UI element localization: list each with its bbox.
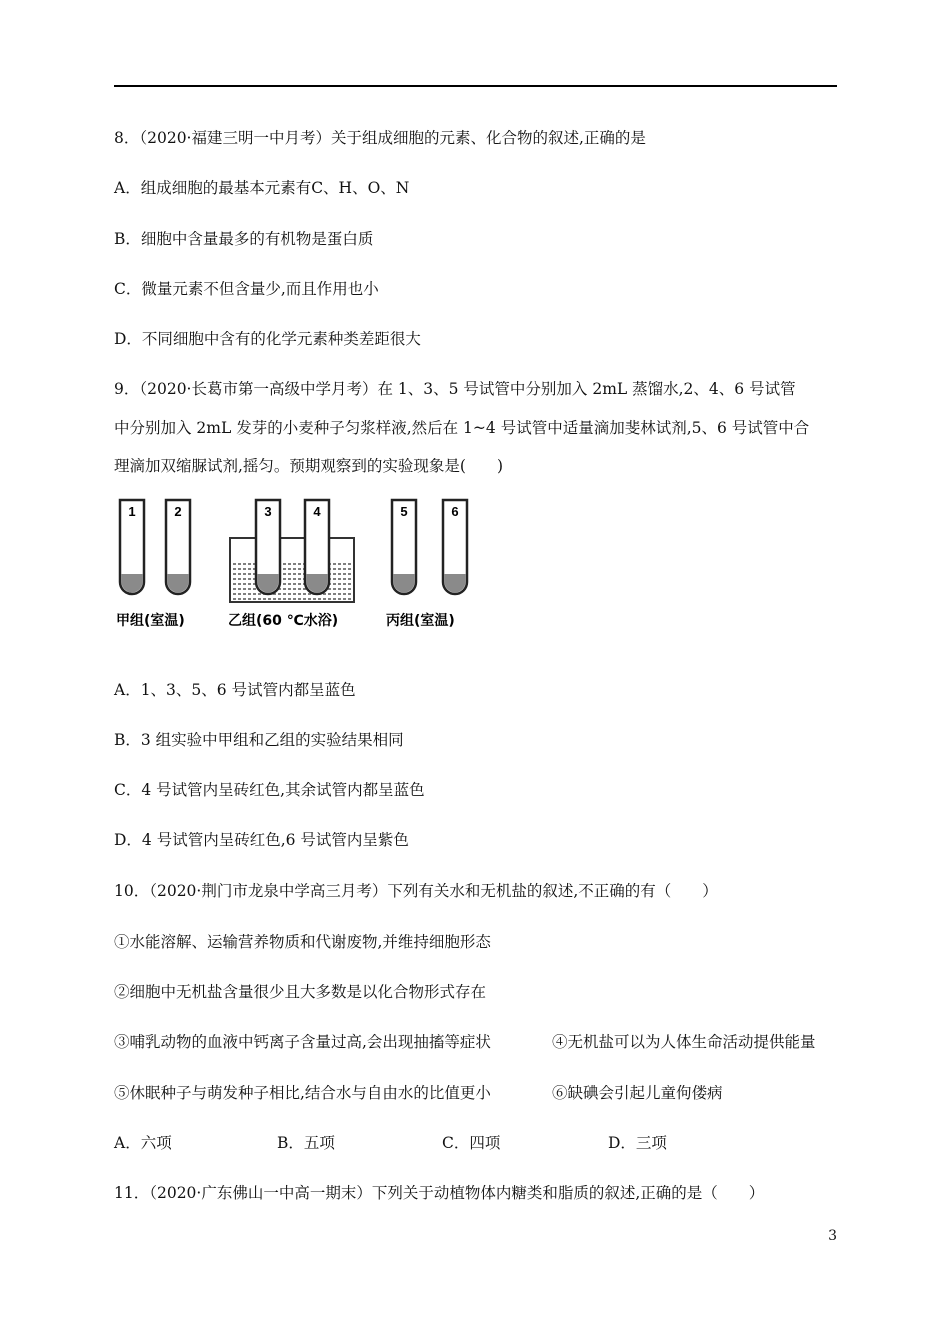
q9-option-b: B．3 组实验中甲组和乙组的实验结果相同 (114, 731, 404, 749)
q8-option-c: C．微量元素不但含量少,而且作用也小 (114, 280, 379, 298)
test-tube-figure (114, 498, 484, 634)
q8-option-b: B．细胞中含量最多的有机物是蛋白质 (114, 230, 374, 248)
test-tube-6 (443, 500, 467, 594)
q10-item-1: ①水能溶解、运输营养物质和代谢废物,并维持细胞形态 (114, 933, 491, 951)
q9-stem-line-1: 9．（2020·长葛市第一高级中学月考）在 1、3、5 号试管中分别加入 2mL 蒸馏水,2、4、6 号试管 (114, 380, 796, 398)
tube-label-4: 4 (313, 504, 321, 519)
group-label-jia: 甲组(室温) (116, 613, 185, 629)
q10-item-4: ④无机盐可以为人体生命活动提供能量 (552, 1033, 816, 1051)
q8-stem: 8．（2020·福建三明一中月考）关于组成细胞的元素、化合物的叙述,正确的是 (114, 129, 646, 147)
q10-item-2: ②细胞中无机盐含量很少且大多数是以化合物形式存在 (114, 983, 487, 1001)
tube-label-2: 2 (174, 504, 182, 519)
page-number: 3 (828, 1228, 837, 1244)
tube-label-5: 5 (400, 504, 408, 519)
q9-option-a: A．1、3、5、6 号试管内都呈蓝色 (114, 681, 356, 699)
q10-item-6: ⑥缺碘会引起儿童佝偻病 (552, 1084, 723, 1102)
water-bath (230, 538, 354, 602)
q10-item-5: ⑤休眠种子与萌发种子相比,结合水与自由水的比值更小 (114, 1084, 491, 1102)
tube-label-6: 6 (451, 504, 459, 519)
q9-stem-line-2: 中分别加入 2mL 发芽的小麦种子匀浆样液,然后在 1~4 号试管中适量滴加斐林试剂,5、6 号试管中合 (114, 419, 810, 437)
q8-option-a: A．组成细胞的最基本元素有C、H、O、N (114, 179, 410, 197)
test-tube-1 (120, 500, 144, 594)
header-rule (114, 85, 837, 87)
tube-label-1: 1 (128, 504, 136, 519)
q11-stem: 11．（2020·广东佛山一中高一期末）下列关于动植物体内糖类和脂质的叙述,正确的是（ ） (114, 1184, 765, 1202)
q10-option-a: A．六项 (114, 1134, 172, 1152)
q10-option-c: C．四项 (442, 1134, 501, 1152)
test-tube-5 (392, 500, 416, 594)
test-tube-3 (256, 500, 280, 594)
q9-stem-line-3: 理滴加双缩脲试剂,摇匀。预期观察到的实验现象是( ) (114, 457, 504, 475)
test-tube-4 (305, 500, 329, 594)
test-tube-2 (166, 500, 190, 594)
q9-option-c: C．4 号试管内呈砖红色,其余试管内都呈蓝色 (114, 781, 425, 799)
q10-stem: 10．（2020·荆门市龙泉中学高三月考）下列有关水和无机盐的叙述,不正确的有（ ） (114, 882, 718, 900)
group-label-yi: 乙组(60 ℃水浴) (228, 613, 339, 629)
q10-option-d: D．三项 (608, 1134, 667, 1152)
tube-label-3: 3 (264, 504, 272, 519)
q10-option-b: B．五项 (277, 1134, 335, 1152)
q8-option-d: D．不同细胞中含有的化学元素种类差距很大 (114, 330, 421, 348)
q9-option-d: D．4 号试管内呈砖红色,6 号试管内呈紫色 (114, 831, 409, 849)
q10-item-3: ③哺乳动物的血液中钙离子含量过高,会出现抽搐等症状 (114, 1033, 491, 1051)
group-label-bing: 丙组(室温) (386, 613, 455, 629)
